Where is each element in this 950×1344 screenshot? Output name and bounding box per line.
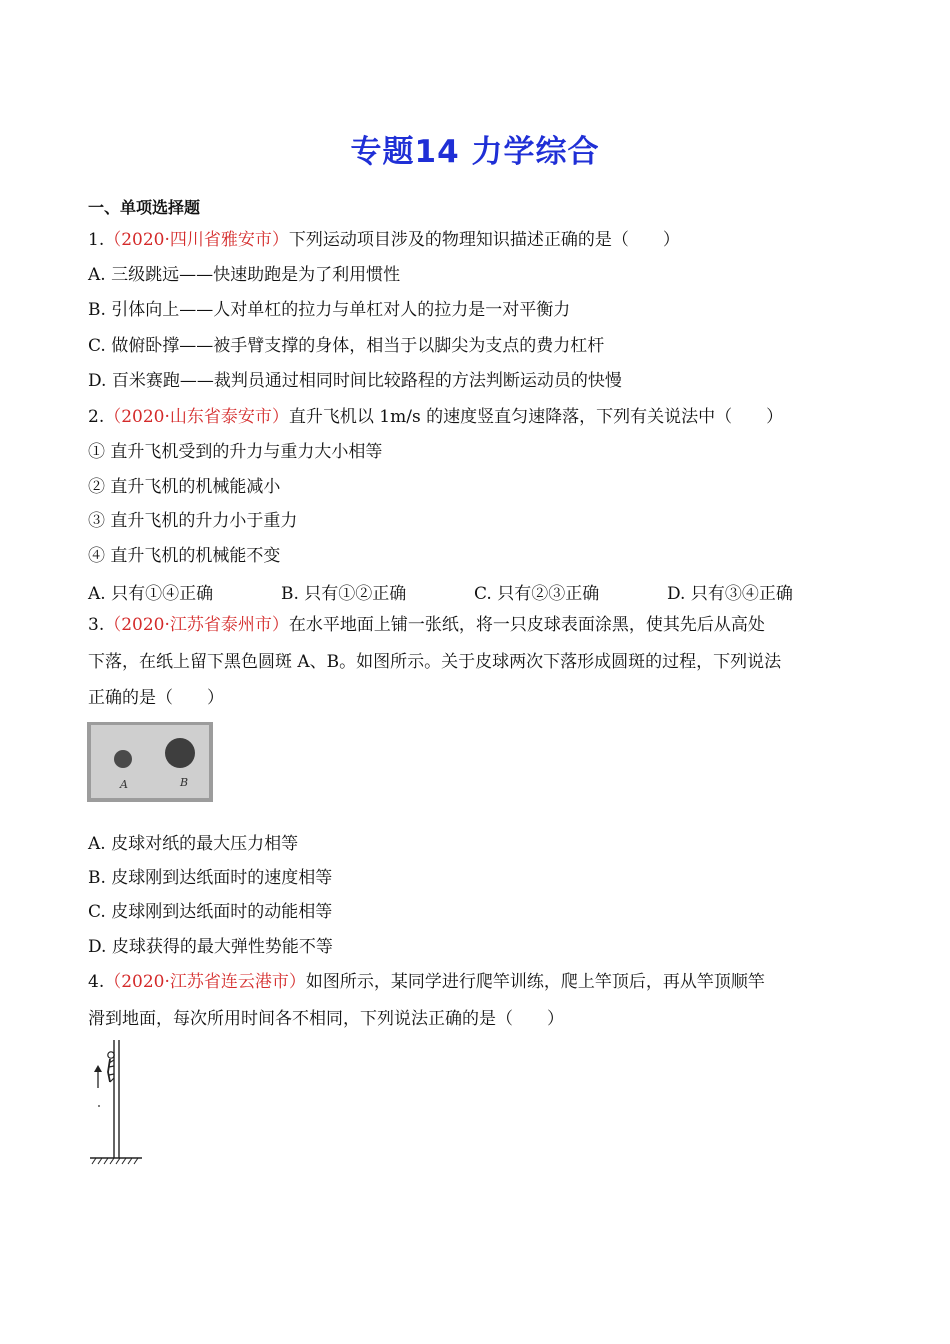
question-1-option-b: B. 引体向上——人对单杠的拉力与单杠对人的拉力是一对平衡力: [88, 300, 571, 320]
question-2-options: [88, 579, 793, 604]
question-1-stem: [88, 229, 680, 251]
pole-climbing-figure: [86, 1040, 142, 1166]
page-title: 专题14 力学综合: [350, 134, 600, 170]
question-source: （2020·山东省泰安市）: [104, 407, 289, 427]
spot-a: [114, 750, 132, 768]
question-1-option-a: A. 三级跳远——快速助跑是为了利用惯性: [88, 265, 401, 285]
question-3-stem-line-2: 下落，在纸上留下黑色圆斑 A、B。如图所示。关于皮球两次下落形成圆斑的过程，下列说法: [88, 652, 782, 672]
question-number: 2.: [88, 407, 105, 427]
question-3-option-d: D. 皮球获得的最大弹性势能不等: [88, 937, 333, 957]
question-2-statement-1: ① 直升飞机受到的升力与重力大小相等: [88, 442, 383, 462]
section-heading: 一、单项选择题: [88, 198, 201, 217]
question-2-statement-3: ③ 直升飞机的升力小于重力: [88, 511, 298, 531]
question-source: （2020·四川省雅安市）: [104, 230, 289, 250]
mark-dot: [98, 1105, 100, 1107]
question-source: （2020·江苏省泰州市）: [104, 615, 289, 635]
climber-figure: [108, 1052, 114, 1082]
question-3-option-c: C. 皮球刚到达纸面时的动能相等: [88, 902, 333, 922]
ground-hatching: [92, 1158, 138, 1164]
question-text: 在水平地面上铺一张纸，将一只皮球表面涂黑，使其先后从高处: [288, 615, 765, 635]
question-number: 3.: [88, 615, 105, 635]
up-arrow-icon: [94, 1065, 102, 1088]
question-1-option-d: D. 百米赛跑——裁判员通过相同时间比较路程的方法判断运动员的快慢: [88, 371, 622, 391]
question-4-stem: [88, 971, 765, 993]
spot-a-label: A: [120, 778, 128, 791]
question-2-option-d: D. 只有③④正确: [667, 584, 793, 604]
question-1-option-c: C. 做俯卧撑——被手臂支撑的身体，相当于以脚尖为支点的费力杠杆: [88, 336, 605, 356]
spot-b: [165, 738, 195, 768]
question-number: 4.: [88, 972, 105, 992]
question-3-option-b: B. 皮球刚到达纸面时的速度相等: [88, 868, 333, 888]
question-3-stem: [88, 614, 765, 636]
question-4-stem-line-2: 滑到地面，每次所用时间各不相同，下列说法正确的是（ ）: [88, 1009, 564, 1029]
question-text: 直升飞机以 1m/s 的速度竖直匀速降落，下列有关说法中（ ）: [288, 407, 784, 427]
question-2-option-c: C. 只有②③正确: [474, 584, 600, 604]
question-2-option-a: A. 只有①④正确: [88, 584, 214, 604]
question-text: 下列运动项目涉及的物理知识描述正确的是（ ）: [288, 230, 680, 250]
question-2-statement-4: ④ 直升飞机的机械能不变: [88, 546, 281, 566]
question-2-option-b: B. 只有①②正确: [281, 584, 407, 604]
question-3-stem-line-3: 正确的是（ ）: [88, 688, 224, 708]
question-3-option-a: A. 皮球对纸的最大压力相等: [88, 834, 299, 854]
question-source: （2020·江苏省连云港市）: [104, 972, 306, 992]
paper-spots-figure: [87, 722, 213, 802]
question-number: 1.: [88, 230, 105, 250]
spot-b-label: B: [179, 776, 189, 789]
question-2-stem: [88, 406, 783, 428]
question-2-statement-2: ② 直升飞机的机械能减小: [88, 477, 281, 497]
question-text: 如图所示，某同学进行爬竿训练，爬上竿顶后，再从竿顶顺竿: [305, 972, 765, 992]
